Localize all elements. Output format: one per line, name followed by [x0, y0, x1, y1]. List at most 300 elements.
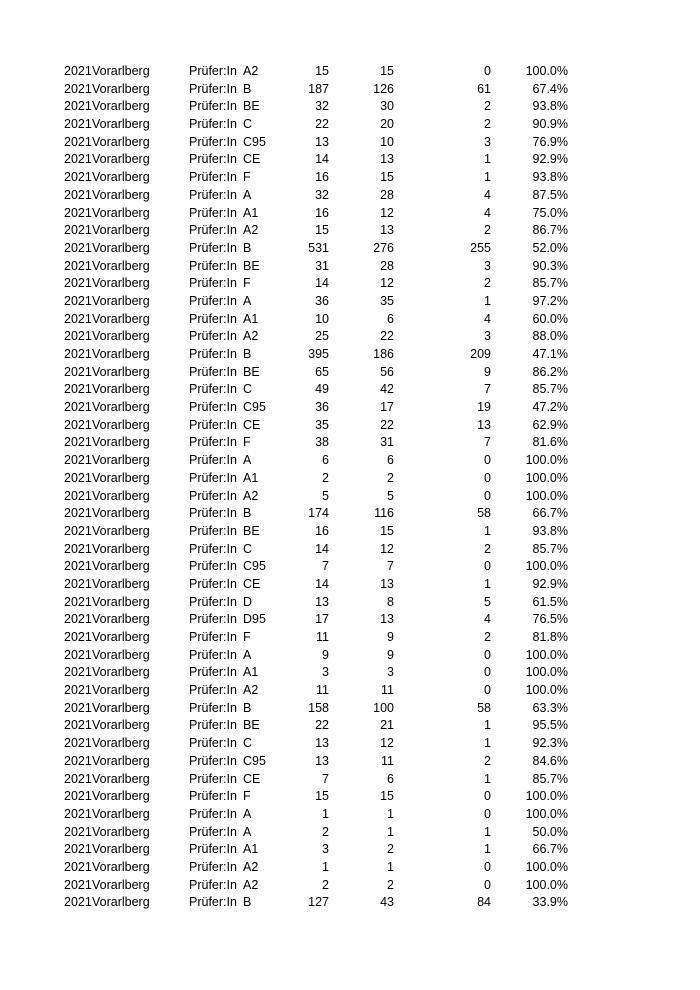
cell-region: Vorarlberg — [92, 329, 150, 344]
cell-license-class: A2 — [243, 329, 259, 344]
cell-license-class: A2 — [243, 64, 259, 78]
cell-failed: 2 — [484, 99, 491, 114]
cell-total: 13 — [315, 736, 329, 751]
cell-role: Prüfer:In — [189, 541, 237, 556]
cell-total: 14 — [315, 276, 329, 291]
cell-year: 2021 — [64, 293, 92, 308]
cell-total: 1 — [322, 859, 329, 874]
cell-passed: 30 — [380, 99, 394, 114]
cell-region: Vorarlberg — [92, 789, 150, 804]
cell-passed: 12 — [380, 541, 394, 556]
cell-region: Vorarlberg — [92, 753, 150, 768]
cell-year: 2021 — [64, 99, 92, 114]
cell-failed: 0 — [484, 488, 491, 503]
cell-year: 2021 — [64, 329, 92, 344]
cell-year: 2021 — [64, 612, 92, 627]
cell-failed: 1 — [484, 576, 491, 591]
cell-license-class: C95 — [243, 400, 266, 415]
cell-total: 38 — [315, 435, 329, 450]
cell-passed: 11 — [381, 753, 394, 768]
cell-role: Prüfer:In — [189, 824, 237, 839]
cell-license-class: B — [243, 895, 252, 910]
cell-year: 2021 — [64, 470, 92, 485]
cell-region: Vorarlberg — [92, 736, 150, 751]
cell-role: Prüfer:In — [189, 205, 237, 220]
cell-year: 2021 — [64, 382, 92, 397]
table-row — [0, 240, 700, 258]
cell-passed: 186 — [373, 347, 394, 361]
cell-pass-rate: 100.0% — [525, 64, 568, 78]
cell-pass-rate: 100.0% — [525, 665, 568, 680]
cell-license-class: BE — [243, 364, 260, 379]
cell-failed: 1 — [484, 842, 491, 857]
cell-role: Prüfer:In — [189, 488, 237, 503]
cell-total: 35 — [315, 417, 329, 432]
cell-failed: 0 — [484, 453, 491, 468]
cell-passed: 12 — [380, 205, 394, 220]
cell-pass-rate: 85.7% — [532, 771, 568, 786]
cell-license-class: C95 — [243, 559, 266, 574]
cell-role: Prüfer:In — [189, 152, 237, 167]
cell-year: 2021 — [64, 877, 92, 892]
cell-total: 49 — [315, 382, 329, 397]
cell-year: 2021 — [64, 665, 92, 680]
cell-failed: 58 — [477, 506, 491, 521]
cell-failed: 209 — [470, 347, 491, 361]
cell-license-class: BE — [243, 258, 260, 273]
table-row — [0, 134, 700, 152]
cell-role: Prüfer:In — [189, 806, 237, 821]
cell-year: 2021 — [64, 276, 92, 291]
cell-pass-rate: 92.9% — [532, 152, 568, 167]
cell-failed: 0 — [484, 647, 491, 662]
cell-year: 2021 — [64, 134, 92, 149]
cell-total: 15 — [315, 223, 329, 238]
cell-region: Vorarlberg — [92, 400, 150, 415]
cell-region: Vorarlberg — [92, 382, 150, 397]
cell-license-class: F — [243, 435, 251, 450]
cell-total: 11 — [316, 683, 329, 698]
cell-failed: 5 — [484, 594, 491, 609]
cell-pass-rate: 100.0% — [525, 647, 568, 662]
cell-pass-rate: 81.6% — [532, 435, 568, 450]
cell-passed: 15 — [380, 523, 394, 538]
cell-passed: 12 — [380, 276, 394, 291]
cell-role: Prüfer:In — [189, 329, 237, 344]
cell-role: Prüfer:In — [189, 594, 237, 609]
cell-role: Prüfer:In — [189, 612, 237, 627]
table-row — [0, 664, 700, 682]
table-row — [0, 717, 700, 735]
table-row — [0, 293, 700, 311]
cell-pass-rate: 90.3% — [532, 258, 568, 273]
cell-role: Prüfer:In — [189, 223, 237, 238]
cell-region: Vorarlberg — [92, 630, 150, 644]
table-row — [0, 381, 700, 399]
cell-pass-rate: 100.0% — [525, 453, 568, 468]
cell-role: Prüfer:In — [189, 134, 237, 149]
cell-role: Prüfer:In — [189, 895, 237, 910]
cell-failed: 7 — [484, 435, 491, 450]
cell-year: 2021 — [64, 187, 92, 202]
cell-total: 22 — [315, 117, 329, 132]
cell-year: 2021 — [64, 311, 92, 326]
cell-passed: 15 — [380, 170, 394, 185]
cell-year: 2021 — [64, 859, 92, 874]
cell-passed: 8 — [387, 594, 394, 609]
cell-year: 2021 — [64, 258, 92, 273]
table-row — [0, 205, 700, 223]
cell-total: 1 — [322, 806, 329, 821]
cell-passed: 3 — [387, 665, 394, 680]
cell-license-class: B — [243, 700, 252, 715]
cell-failed: 1 — [484, 170, 491, 185]
cell-year: 2021 — [64, 400, 92, 415]
cell-total: 6 — [322, 453, 329, 468]
cell-failed: 0 — [484, 559, 491, 574]
cell-passed: 6 — [387, 771, 394, 786]
cell-passed: 100 — [373, 700, 394, 715]
cell-year: 2021 — [64, 753, 92, 768]
table-row — [0, 470, 700, 488]
cell-region: Vorarlberg — [92, 700, 150, 715]
cell-license-class: A1 — [243, 205, 259, 220]
cell-total: 15 — [315, 64, 329, 78]
cell-license-class: A — [243, 293, 252, 308]
table-row — [0, 629, 700, 647]
cell-year: 2021 — [64, 453, 92, 468]
cell-passed: 13 — [380, 612, 394, 627]
cell-pass-rate: 87.5% — [532, 187, 568, 202]
cell-license-class: A1 — [243, 470, 259, 485]
cell-region: Vorarlberg — [92, 488, 150, 503]
cell-passed: 22 — [380, 329, 394, 344]
cell-license-class: A1 — [243, 842, 259, 857]
cell-region: Vorarlberg — [92, 824, 150, 839]
cell-failed: 2 — [484, 223, 491, 238]
cell-role: Prüfer:In — [189, 789, 237, 804]
table-row — [0, 576, 700, 594]
cell-passed: 43 — [380, 895, 394, 910]
cell-year: 2021 — [64, 630, 92, 644]
cell-year: 2021 — [64, 541, 92, 556]
cell-role: Prüfer:In — [189, 64, 237, 78]
cell-region: Vorarlberg — [92, 81, 150, 96]
cell-pass-rate: 86.2% — [532, 364, 568, 379]
cell-total: 13 — [315, 134, 329, 149]
cell-passed: 1 — [387, 824, 394, 839]
cell-pass-rate: 33.9% — [532, 895, 568, 910]
cell-total: 65 — [315, 364, 329, 379]
cell-pass-rate: 86.7% — [532, 223, 568, 238]
cell-license-class: A1 — [243, 311, 259, 326]
cell-year: 2021 — [64, 223, 92, 238]
cell-role: Prüfer:In — [189, 293, 237, 308]
cell-failed: 0 — [484, 665, 491, 680]
table-row — [0, 735, 700, 753]
cell-year: 2021 — [64, 435, 92, 450]
cell-role: Prüfer:In — [189, 842, 237, 857]
cell-pass-rate: 92.3% — [532, 736, 568, 751]
table-row — [0, 328, 700, 346]
cell-region: Vorarlberg — [92, 559, 150, 574]
cell-license-class: B — [243, 506, 252, 521]
cell-year: 2021 — [64, 594, 92, 609]
cell-pass-rate: 50.0% — [532, 824, 568, 839]
cell-failed: 1 — [484, 718, 491, 733]
cell-pass-rate: 92.9% — [532, 576, 568, 591]
cell-role: Prüfer:In — [189, 417, 237, 432]
cell-role: Prüfer:In — [189, 117, 237, 132]
cell-year: 2021 — [64, 117, 92, 132]
table-row — [0, 877, 700, 895]
cell-passed: 1 — [387, 806, 394, 821]
cell-passed: 2 — [387, 842, 394, 857]
cell-region: Vorarlberg — [92, 99, 150, 114]
cell-pass-rate: 60.0% — [532, 311, 568, 326]
cell-total: 32 — [315, 99, 329, 114]
cell-pass-rate: 52.0% — [532, 240, 568, 255]
cell-license-class: CE — [243, 576, 261, 591]
cell-total: 14 — [315, 152, 329, 167]
cell-passed: 56 — [380, 364, 394, 379]
cell-role: Prüfer:In — [189, 240, 237, 255]
cell-region: Vorarlberg — [92, 187, 150, 202]
cell-failed: 2 — [484, 276, 491, 291]
cell-failed: 7 — [484, 382, 491, 397]
cell-year: 2021 — [64, 152, 92, 167]
cell-role: Prüfer:In — [189, 559, 237, 574]
cell-pass-rate: 100.0% — [525, 683, 568, 698]
cell-role: Prüfer:In — [189, 99, 237, 114]
cell-pass-rate: 93.8% — [532, 523, 568, 538]
cell-region: Vorarlberg — [92, 417, 150, 432]
cell-pass-rate: 47.1% — [532, 347, 568, 361]
cell-failed: 1 — [484, 736, 491, 751]
cell-license-class: F — [243, 276, 251, 291]
cell-total: 2 — [322, 877, 329, 892]
cell-passed: 13 — [380, 223, 394, 238]
cell-failed: 3 — [484, 329, 491, 344]
table-row — [0, 417, 700, 435]
table-row — [0, 222, 700, 240]
cell-role: Prüfer:In — [189, 81, 237, 96]
cell-pass-rate: 95.5% — [532, 718, 568, 733]
cell-failed: 255 — [470, 240, 491, 255]
cell-license-class: F — [243, 630, 251, 644]
table-row — [0, 98, 700, 116]
cell-role: Prüfer:In — [189, 276, 237, 291]
cell-license-class: C95 — [243, 753, 266, 768]
cell-region: Vorarlberg — [92, 240, 150, 255]
table-row — [0, 258, 700, 276]
cell-license-class: BE — [243, 718, 260, 733]
cell-license-class: C — [243, 736, 253, 751]
cell-license-class: B — [243, 347, 252, 361]
cell-failed: 4 — [484, 612, 491, 627]
cell-pass-rate: 67.4% — [532, 81, 568, 96]
cell-role: Prüfer:In — [189, 187, 237, 202]
cell-year: 2021 — [64, 895, 92, 910]
cell-total: 13 — [315, 594, 329, 609]
cell-role: Prüfer:In — [189, 771, 237, 786]
cell-license-class: B — [243, 81, 252, 96]
table-row — [0, 311, 700, 329]
cell-role: Prüfer:In — [189, 736, 237, 751]
cell-failed: 4 — [484, 205, 491, 220]
cell-region: Vorarlberg — [92, 435, 150, 450]
cell-failed: 1 — [484, 523, 491, 538]
cell-total: 127 — [308, 895, 329, 910]
cell-year: 2021 — [64, 347, 92, 361]
cell-passed: 2 — [387, 470, 394, 485]
cell-license-class: D — [243, 594, 253, 609]
cell-region: Vorarlberg — [92, 364, 150, 379]
table-row — [0, 275, 700, 293]
cell-region: Vorarlberg — [92, 470, 150, 485]
table-row — [0, 771, 700, 789]
cell-total: 3 — [322, 665, 329, 680]
cell-year: 2021 — [64, 417, 92, 432]
cell-pass-rate: 93.8% — [532, 99, 568, 114]
cell-passed: 7 — [387, 559, 394, 574]
cell-failed: 0 — [484, 859, 491, 874]
cell-failed: 19 — [477, 400, 491, 415]
table-row — [0, 505, 700, 523]
cell-region: Vorarlberg — [92, 806, 150, 821]
cell-total: 5 — [322, 488, 329, 503]
table-row — [0, 523, 700, 541]
cell-region: Vorarlberg — [92, 311, 150, 326]
cell-pass-rate: 85.7% — [532, 382, 568, 397]
cell-year: 2021 — [64, 64, 92, 78]
cell-passed: 9 — [387, 647, 394, 662]
cell-total: 14 — [315, 576, 329, 591]
cell-region: Vorarlberg — [92, 842, 150, 857]
cell-license-class: A — [243, 647, 252, 662]
cell-total: 36 — [315, 293, 329, 308]
data-table — [0, 63, 700, 912]
cell-license-class: A2 — [243, 223, 259, 238]
cell-region: Vorarlberg — [92, 293, 150, 308]
cell-pass-rate: 100.0% — [525, 488, 568, 503]
cell-region: Vorarlberg — [92, 895, 150, 910]
cell-region: Vorarlberg — [92, 134, 150, 149]
cell-role: Prüfer:In — [189, 364, 237, 379]
cell-total: 16 — [315, 205, 329, 220]
table-row — [0, 434, 700, 452]
cell-license-class: A — [243, 824, 252, 839]
cell-pass-rate: 90.9% — [532, 117, 568, 132]
cell-failed: 0 — [484, 683, 491, 698]
cell-year: 2021 — [64, 700, 92, 715]
cell-passed: 2 — [387, 877, 394, 892]
cell-pass-rate: 88.0% — [532, 329, 568, 344]
cell-role: Prüfer:In — [189, 453, 237, 468]
table-row — [0, 753, 700, 771]
cell-pass-rate: 63.3% — [532, 700, 568, 715]
cell-license-class: B — [243, 240, 252, 255]
table-row — [0, 151, 700, 169]
cell-license-class: A2 — [243, 683, 259, 698]
cell-year: 2021 — [64, 170, 92, 185]
cell-failed: 0 — [484, 806, 491, 821]
cell-license-class: A2 — [243, 859, 259, 874]
cell-failed: 58 — [477, 700, 491, 715]
cell-license-class: BE — [243, 523, 260, 538]
table-row — [0, 364, 700, 382]
cell-region: Vorarlberg — [92, 453, 150, 468]
cell-passed: 126 — [373, 81, 394, 96]
cell-total: 14 — [315, 541, 329, 556]
cell-pass-rate: 84.6% — [532, 753, 568, 768]
table-row — [0, 841, 700, 859]
cell-total: 2 — [322, 470, 329, 485]
cell-failed: 1 — [484, 152, 491, 167]
cell-failed: 4 — [484, 311, 491, 326]
cell-total: 187 — [308, 81, 329, 96]
cell-role: Prüfer:In — [189, 400, 237, 415]
cell-license-class: A1 — [243, 665, 259, 680]
table-row — [0, 647, 700, 665]
cell-role: Prüfer:In — [189, 506, 237, 521]
cell-failed: 2 — [484, 630, 491, 644]
cell-license-class: CE — [243, 771, 261, 786]
cell-total: 2 — [322, 824, 329, 839]
cell-total: 31 — [315, 258, 329, 273]
cell-pass-rate: 81.8% — [532, 630, 568, 644]
cell-region: Vorarlberg — [92, 64, 150, 78]
cell-license-class: A2 — [243, 877, 259, 892]
cell-total: 158 — [308, 700, 329, 715]
cell-pass-rate: 97.2% — [532, 293, 568, 308]
cell-year: 2021 — [64, 683, 92, 698]
cell-passed: 31 — [380, 435, 394, 450]
cell-role: Prüfer:In — [189, 311, 237, 326]
cell-pass-rate: 66.7% — [532, 842, 568, 857]
cell-license-class: A — [243, 187, 252, 202]
cell-region: Vorarlberg — [92, 506, 150, 521]
cell-role: Prüfer:In — [189, 665, 237, 680]
table-row — [0, 682, 700, 700]
cell-passed: 6 — [387, 311, 394, 326]
cell-region: Vorarlberg — [92, 170, 150, 185]
cell-passed: 10 — [380, 134, 394, 149]
cell-passed: 6 — [387, 453, 394, 468]
cell-failed: 0 — [484, 877, 491, 892]
cell-region: Vorarlberg — [92, 647, 150, 662]
table-row — [0, 806, 700, 824]
table-row — [0, 452, 700, 470]
cell-pass-rate: 100.0% — [525, 806, 568, 821]
table-row — [0, 187, 700, 205]
cell-region: Vorarlberg — [92, 347, 150, 361]
cell-license-class: A — [243, 806, 252, 821]
cell-total: 395 — [308, 347, 329, 361]
cell-role: Prüfer:In — [189, 647, 237, 662]
cell-passed: 15 — [380, 64, 394, 78]
cell-failed: 3 — [484, 258, 491, 273]
cell-failed: 3 — [484, 134, 491, 149]
table-row — [0, 399, 700, 417]
cell-role: Prüfer:In — [189, 630, 237, 644]
cell-total: 15 — [315, 789, 329, 804]
cell-license-class: C — [243, 117, 253, 132]
cell-region: Vorarlberg — [92, 258, 150, 273]
cell-total: 174 — [308, 506, 329, 521]
cell-role: Prüfer:In — [189, 347, 237, 361]
cell-license-class: C — [243, 541, 253, 556]
